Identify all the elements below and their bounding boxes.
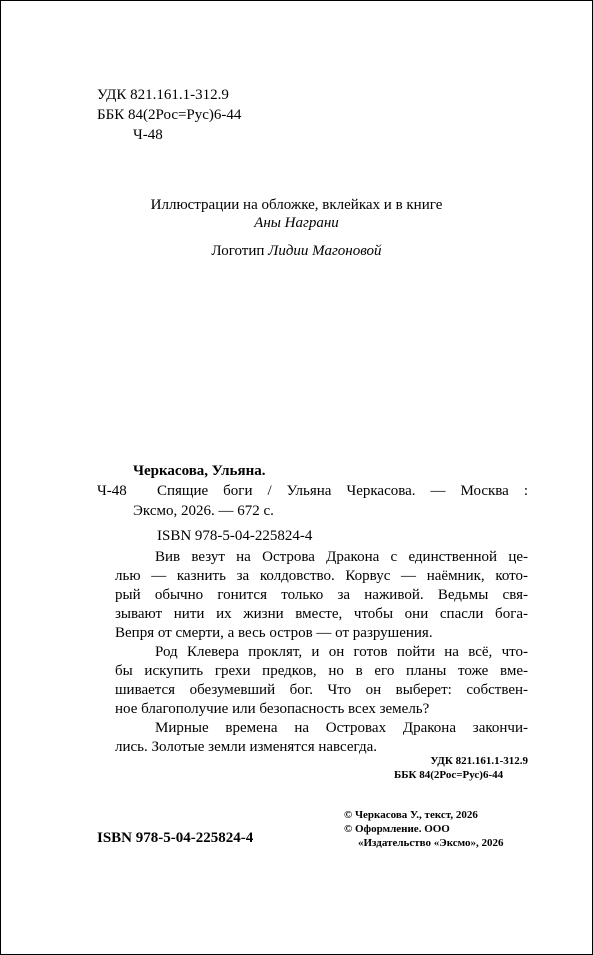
annotation-line: зывают нити их жизни вместе, чтобы они спасли бога- [115,606,528,622]
logo-author-name: Лидии Магоновой [268,243,382,259]
copyright-text: © Черкасова У., текст, 2026 [344,809,478,821]
bbk-code: ББК 84(2Рос=Рус)6-44 [97,107,242,123]
annotation [115,548,528,757]
annotation-line: Вепря от смерти, а весь остров — от разрушения. [115,625,433,641]
bibliography-isbn: ISBN 978-5-04-225824-4 [157,528,313,544]
annotation-line: рый обычно гонится только за наживой. Ведьмы свя- [115,587,528,603]
author-heading: Черкасова, Ульяна. [133,463,266,479]
logo-credit [0,242,593,261]
footer-bbk: ББК 84(2Рос=Рус)6-44 [394,769,504,781]
bibliography-mark: Ч-48 [97,483,127,499]
illustrations-credit: Иллюстрации на обложке, вклейках и в книге [150,197,443,213]
logo-credit-prefix: Логотип [211,243,265,259]
annotation-paragraph-1 [115,548,528,643]
annotation-line: ное благополучие или безопасность всех земель? [115,701,430,717]
illustrator-name: Аны Награни [254,215,339,231]
annotation-line: лью — казнить за колдовство. Корвус — наёмник, кото- [115,568,528,584]
annotation-line: Мирные времена на Островах Дракона закончи- [155,720,528,736]
udk-code: УДК 821.161.1-312.9 [97,87,229,103]
annotation-line: бы искупить грехи предков, но в его планы тоже вме- [115,663,528,679]
footer-udk: УДК 821.161.1-312.9 [430,755,528,767]
annotation-line: Вив везут на Острова Дракона с единственной це- [155,549,528,565]
annotation-line: шивается обезумевший бог. Что он выберет: собствен- [115,682,528,698]
annotation-paragraph-2 [115,643,528,719]
bibliography-line-2: Эксмо, 2026. — 672 с. [133,503,274,519]
copyright-design-1: © Оформление. ООО [344,823,450,835]
author-mark: Ч-48 [133,127,163,143]
annotation-paragraph-3 [115,719,528,757]
annotation-line: Род Клевера проклят, и он готов пойти на всё, что- [155,644,528,660]
footer-isbn: ISBN 978-5-04-225824-4 [97,830,254,846]
annotation-line: лись. Золотые земли изменятся навсегда. [115,739,377,755]
copyright-design-2: «Издательство «Эксмо», 2026 [358,837,504,849]
bibliography-line-1: Спящие боги / Ульяна Черкасова. — Москва : [157,483,528,499]
